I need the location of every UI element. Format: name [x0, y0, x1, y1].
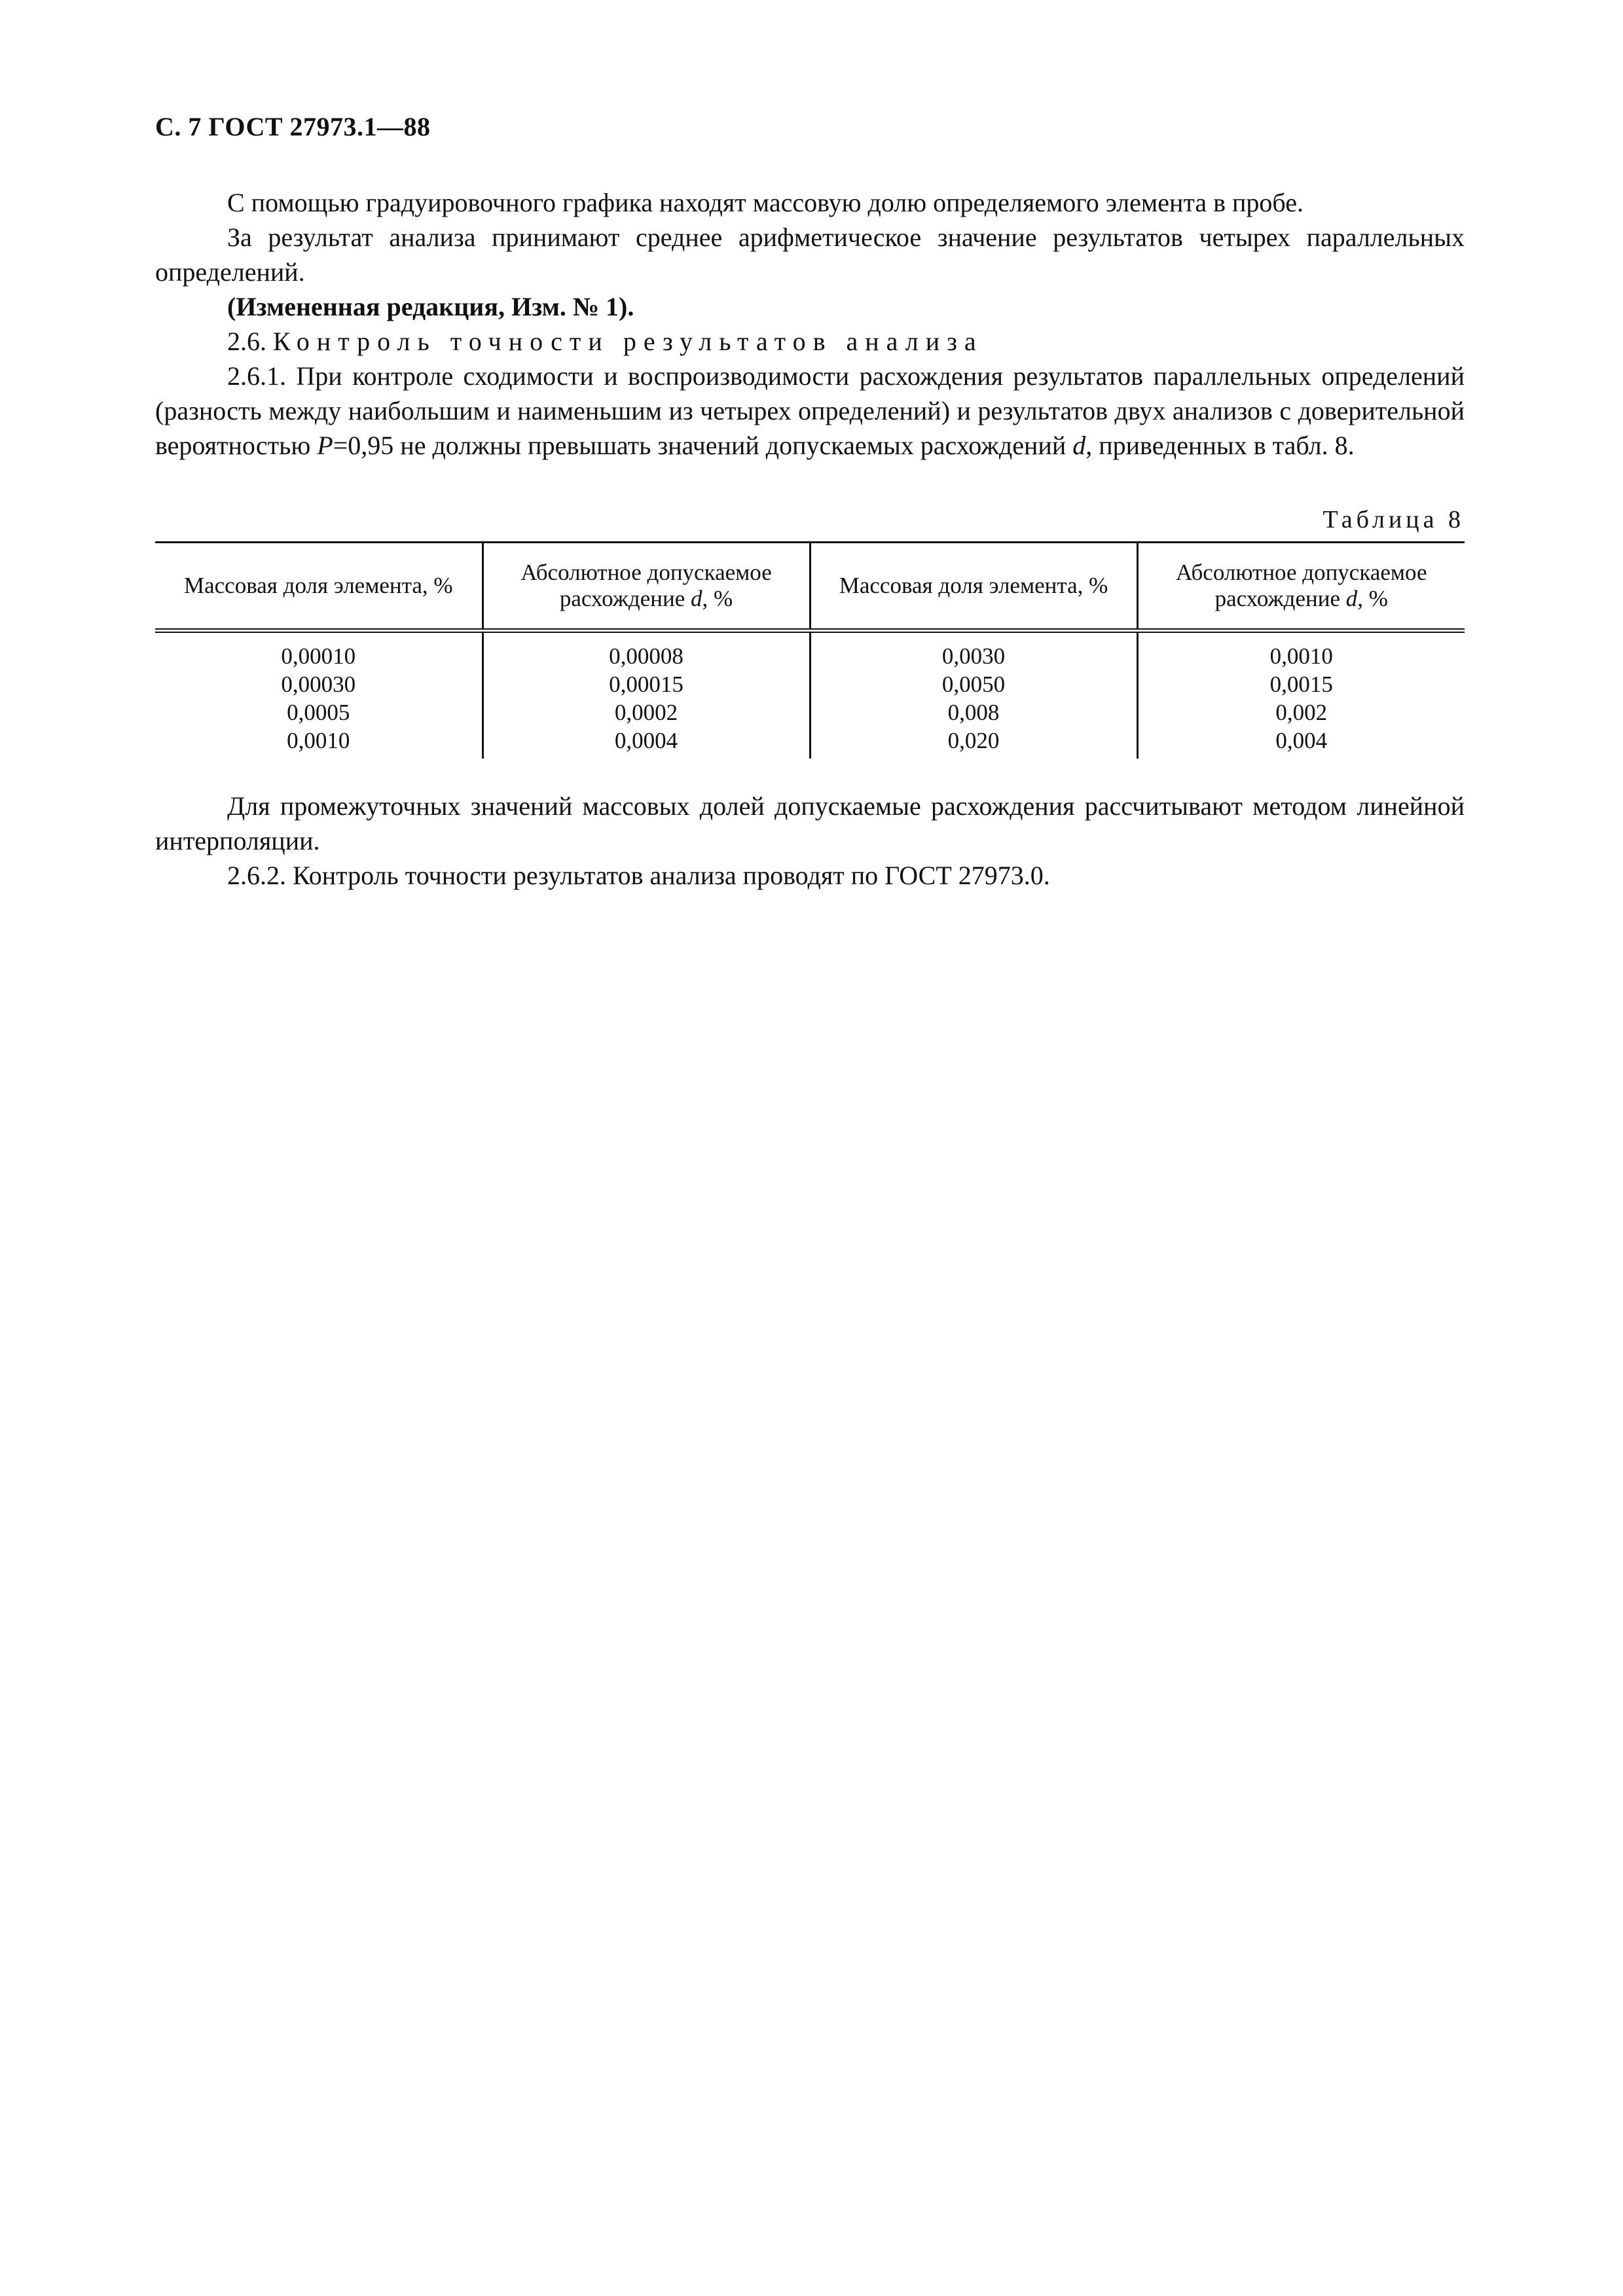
header-mass-fraction-2: Массовая доля элемента, %	[810, 543, 1137, 631]
header-abs-tolerance-1	[483, 543, 810, 631]
table-cell: 0,004	[1275, 728, 1328, 753]
amendment-note: (Измененная редакция, Изм. № 1).	[227, 292, 634, 321]
paragraph-interpolation: Для промежуточных значений массовых долей допускаемые расхождения рассчитывают методом линейной интерполяции.	[155, 791, 1465, 855]
symbol-d: d	[1072, 431, 1086, 460]
header-abs-tolerance-2-text: Абсолютное допускаемое расхождение	[1176, 560, 1427, 611]
column-mass-fraction-1	[155, 631, 483, 759]
header-abs-tolerance-2-symbol: d	[1345, 586, 1358, 611]
table-cell: 0,00030	[281, 672, 356, 697]
header-abs-tolerance-1-text: Абсолютное допускаемое расхождение	[520, 560, 772, 611]
header-abs-tolerance-2	[1137, 543, 1465, 631]
table-cell: 0,0004	[614, 728, 678, 753]
section-number: 2.6.	[227, 327, 266, 356]
column-abs-tolerance-2	[1137, 631, 1465, 759]
table-row	[155, 631, 1465, 759]
table-cell: 0,020	[947, 728, 1000, 753]
paragraph-2-6-1-part-a: 2.6.1. При контроле сходимости и воспроизводимости расхождения результатов параллельных определений (разность между наибольшим и наименьшим из четырех определений) и результатов двух анализов с доверительной вероятностью	[155, 361, 1465, 460]
table-caption: Таблица 8	[1322, 506, 1465, 533]
table-cell: 0,00010	[281, 643, 356, 669]
paragraph-graph-method: С помощью градуировочного графика находят массовую долю определяемого элемента в пробе.	[227, 188, 1304, 217]
header-abs-tolerance-1-unit: , %	[702, 586, 733, 611]
document-body	[155, 185, 1465, 893]
paragraph-2-6-1	[155, 359, 1465, 463]
table-cell: 0,0002	[614, 700, 678, 725]
table-cell: 0,0030	[941, 643, 1006, 669]
header-mass-fraction-1: Массовая доля элемента, %	[155, 543, 483, 631]
table-header-row	[155, 543, 1465, 631]
table-cell: 0,008	[947, 700, 1000, 725]
table-cell: 0,0010	[287, 728, 350, 753]
column-abs-tolerance-1	[483, 631, 810, 759]
table-cell: 0,0050	[941, 672, 1006, 697]
post-table-text	[155, 789, 1465, 893]
table-cell: 0,00008	[609, 643, 684, 669]
symbol-p: P	[317, 431, 333, 460]
table-cell: 0,0015	[1269, 672, 1333, 697]
table-cell: 0,0005	[287, 700, 350, 725]
table-cell: 0,00015	[609, 672, 684, 697]
tolerance-table	[155, 541, 1465, 759]
table-cell: 0,002	[1275, 700, 1328, 725]
page-header: С. 7 ГОСТ 27973.1—88	[155, 112, 431, 141]
header-abs-tolerance-2-unit: , %	[1357, 586, 1388, 611]
paragraph-2-6-2: 2.6.2. Контроль точности результатов анализа проводят по ГОСТ 27973.0.	[227, 861, 1050, 890]
section-heading-2-6	[155, 324, 1465, 359]
paragraph-result-definition: За результат анализа принимают среднее арифметическое значение результатов четырех параллельных определений.	[155, 223, 1465, 287]
paragraph-2-6-1-part-c: , приведенных в табл. 8.	[1085, 431, 1355, 460]
section-title: Контроль точности результатов анализа	[273, 327, 983, 356]
table-cell: 0,0010	[1269, 643, 1333, 669]
column-mass-fraction-2	[810, 631, 1137, 759]
paragraph-2-6-1-part-b: =0,95 не должны превышать значений допускаемых расхождений	[333, 431, 1073, 460]
header-abs-tolerance-1-symbol: d	[691, 586, 702, 611]
